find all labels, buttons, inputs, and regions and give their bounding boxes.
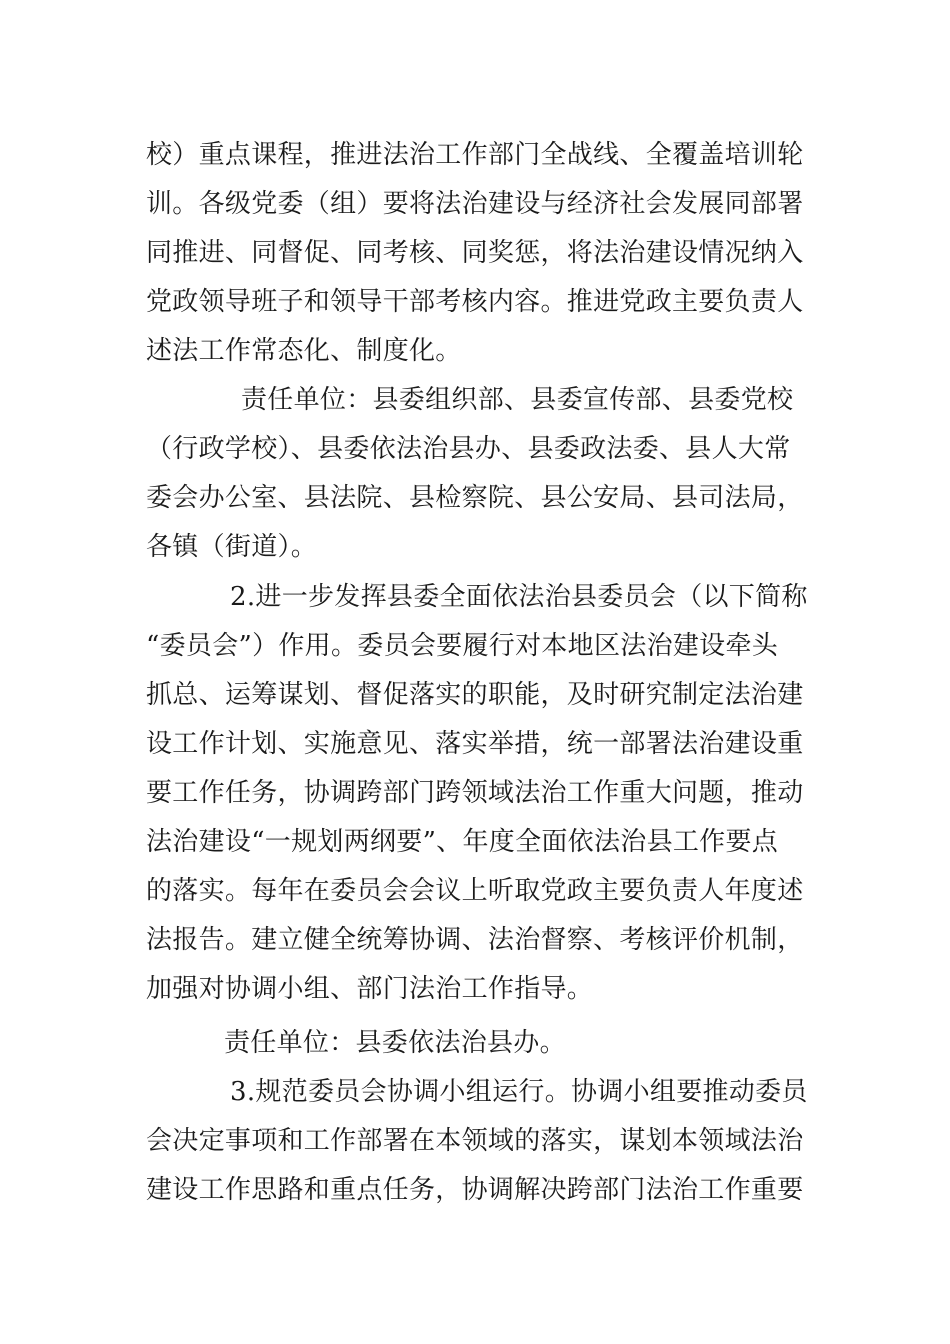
body-text-line: 党政领导班子和领导干部考核内容。推进党政主要负责人 bbox=[146, 287, 804, 317]
body-text-line: 训。各级党委（组）要将法治建设与经济社会发展同部署 bbox=[146, 189, 804, 219]
body-text-line: 建设工作思路和重点任务，协调解决跨部门法治工作重要 bbox=[146, 1175, 804, 1205]
body-text-line: 委会办公室、县法院、县检察院、县公安局、县司法局， bbox=[146, 483, 804, 513]
body-text-line: 的落实。每年在委员会会议上听取党政主要负责人年度述 bbox=[146, 876, 804, 906]
body-text-line: 各镇（街道）。 bbox=[146, 532, 318, 562]
section-heading-2: 2.进一步发挥县委全面依法治县委员会（以下简称 bbox=[230, 582, 808, 612]
body-text-line: 会决定事项和工作部署在本领域的落实，谋划本领域法治 bbox=[146, 1126, 804, 1156]
body-text-line: 同推进、同督促、同考核、同奖惩，将法治建设情况纳入 bbox=[146, 238, 804, 268]
body-text-line: 加强对协调小组、部门法治工作指导。 bbox=[146, 974, 594, 1004]
body-text-line: 述法工作常态化、制度化。 bbox=[146, 336, 462, 366]
section-heading-3: 3.规范委员会协调小组运行。协调小组要推动委员 bbox=[230, 1077, 808, 1107]
body-text-line: 校）重点课程，推进法治工作部门全战线、全覆盖培训轮 bbox=[146, 140, 804, 170]
body-text-line: “委员会”）作用。委员会要履行对本地区法治建设牵头 bbox=[146, 631, 779, 661]
body-text-line: 要工作任务，协调跨部门跨领域法治工作重大问题，推动 bbox=[146, 778, 804, 808]
body-text-line: 设工作计划、实施意见、落实举措，统一部署法治建设重 bbox=[146, 729, 804, 759]
responsible-units-line: 责任单位：县委依法治县办。 bbox=[224, 1028, 566, 1058]
body-text-line: 抓总、运筹谋划、督促落实的职能，及时研究制定法治建 bbox=[146, 680, 804, 710]
body-text-line: （行政学校）、县委依法治县办、县委政法委、县人大常 bbox=[146, 434, 791, 464]
body-text-line: 法报告。建立健全统筹协调、法治督察、考核评价机制， bbox=[146, 925, 804, 955]
body-text-line: 法治建设“一规划两纲要”、年度全面依法治县工作要点 bbox=[146, 827, 779, 857]
responsible-units-line: 责任单位：县委组织部、县委宣传部、县委党校 bbox=[241, 385, 794, 415]
